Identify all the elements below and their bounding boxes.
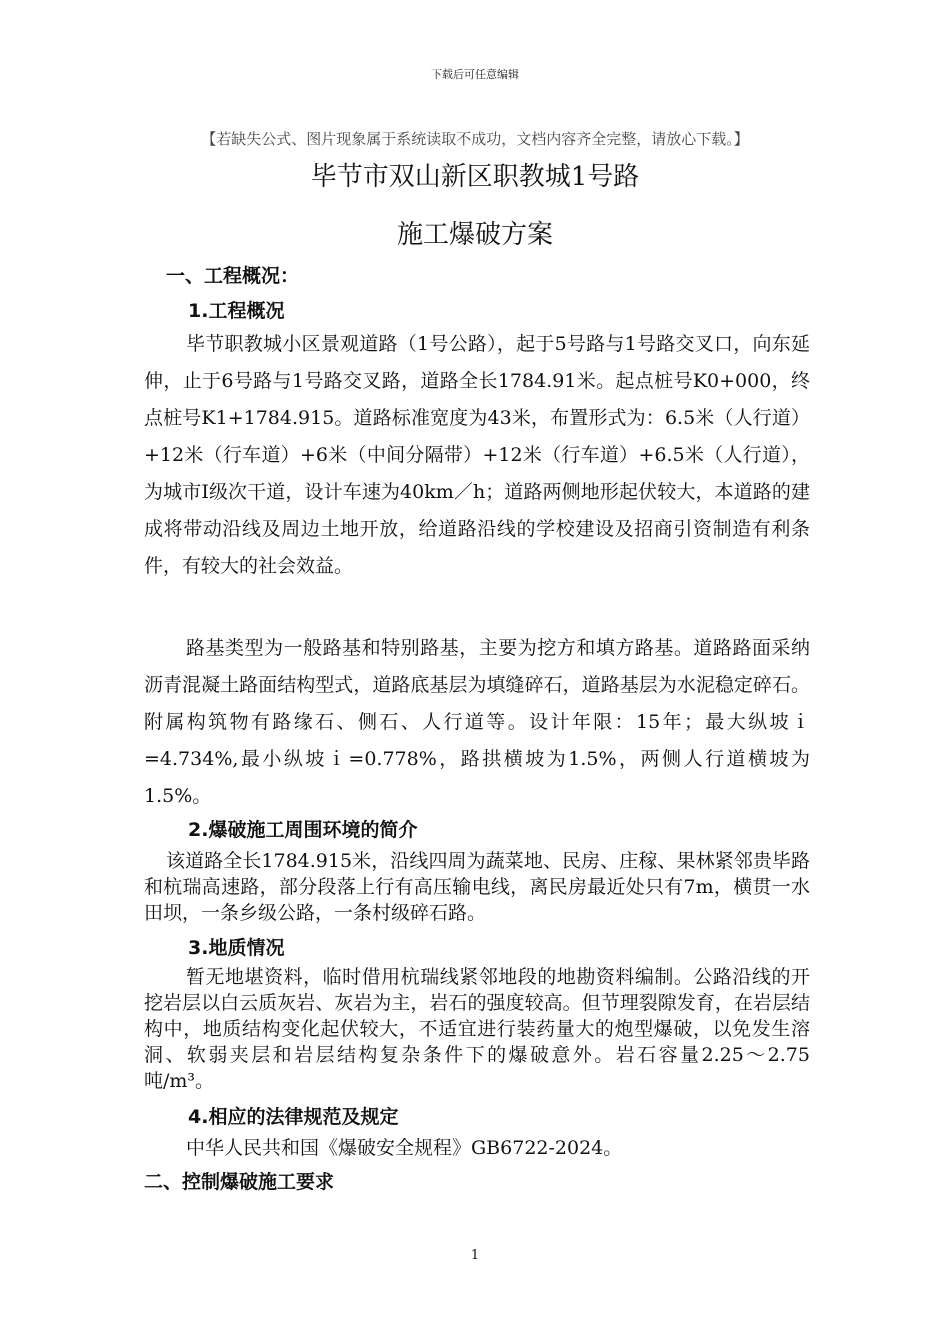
paragraph-environment: 该道路全长1784.915米，沿线四周为蔬菜地、民房、庄稼、果林紧邻贵毕路和杭瑞高速路，部分段落上行有高压输电线，离民房最近处只有7m，横贯一水田坝，一条乡级公路，一条村级碎石路。 xyxy=(144,850,810,924)
section2-heading: 二、控制爆破施工要求 xyxy=(144,1171,335,1193)
subsection3-heading: 3.地质情况 xyxy=(188,937,285,959)
header-note: 下载后可任意编辑 xyxy=(431,68,519,81)
subsection2-heading: 2.爆破施工周围环境的简介 xyxy=(188,819,418,841)
document-title-line1: 毕节市双山新区职教城1号路 xyxy=(310,162,640,192)
subsection1-heading: 1.工程概况 xyxy=(188,300,285,322)
paragraph-geology: 暂无地堪资料，临时借用杭瑞线紧邻地段的地勘资料编制。公路沿线的开挖岩层以白云质灰岩、灰岩为主，岩石的强度较高。但节理裂隙发育，在岩层结构中，地质结构变化起伏较大，不适宜进行装药量大的炮型爆破，以免发生溶洞、软弱夹层和岩层结构复杂条件下的爆破意外。岩石容量2.25～2.75吨/m³。 xyxy=(144,966,810,1092)
document-title-line2: 施工爆破方案 xyxy=(396,220,553,250)
paragraph-project-overview: 毕节职教城小区景观道路（1号公路），起于5号路与1号路交叉口，向东延伸，止于6号路与1号路交叉路，道路全长1784.91米。起点桩号K0+000，终点桩号K1+1784.915。道路标准宽度为43米，布置形式为：6.5米（人行道）+12米（行车道）+6米（中间分隔带）+12米（行车道）+6.5米（人行道），为城市Ⅰ级次干道，设计车速为40km／h；道路两侧地形起伏较大，本道路的建成将带动沿线及周边土地开放，给道路沿线的学校建设及招商引资制造有利条件，有较大的社会效益。 xyxy=(144,333,810,577)
subsection4-heading: 4.相应的法律规范及规定 xyxy=(188,1106,399,1128)
paragraph-roadbed: 路基类型为一般路基和特别路基，主要为挖方和填方路基。道路路面采纳沥青混凝土路面结构型式，道路底基层为填缝碎石，道路基层为水泥稳定碎石。附属构筑物有路缘石、侧石、人行道等。设计年限：15年；最大纵坡ｉ=4.734%,最小纵坡ｉ=0.778%，路拱横坡为1.5%，两侧人行道横坡为1.5%。 xyxy=(144,637,810,807)
page-number: 1 xyxy=(470,1248,480,1263)
paragraph-regulations: 中华人民共和国《爆破安全规程》GB6722-2024。 xyxy=(186,1137,623,1159)
download-notice: 【若缺失公式、图片现象属于系统读取不成功，文档内容齐全完整，请放心下载。】 xyxy=(201,130,749,148)
section1-heading: 一、工程概况： xyxy=(166,265,300,287)
